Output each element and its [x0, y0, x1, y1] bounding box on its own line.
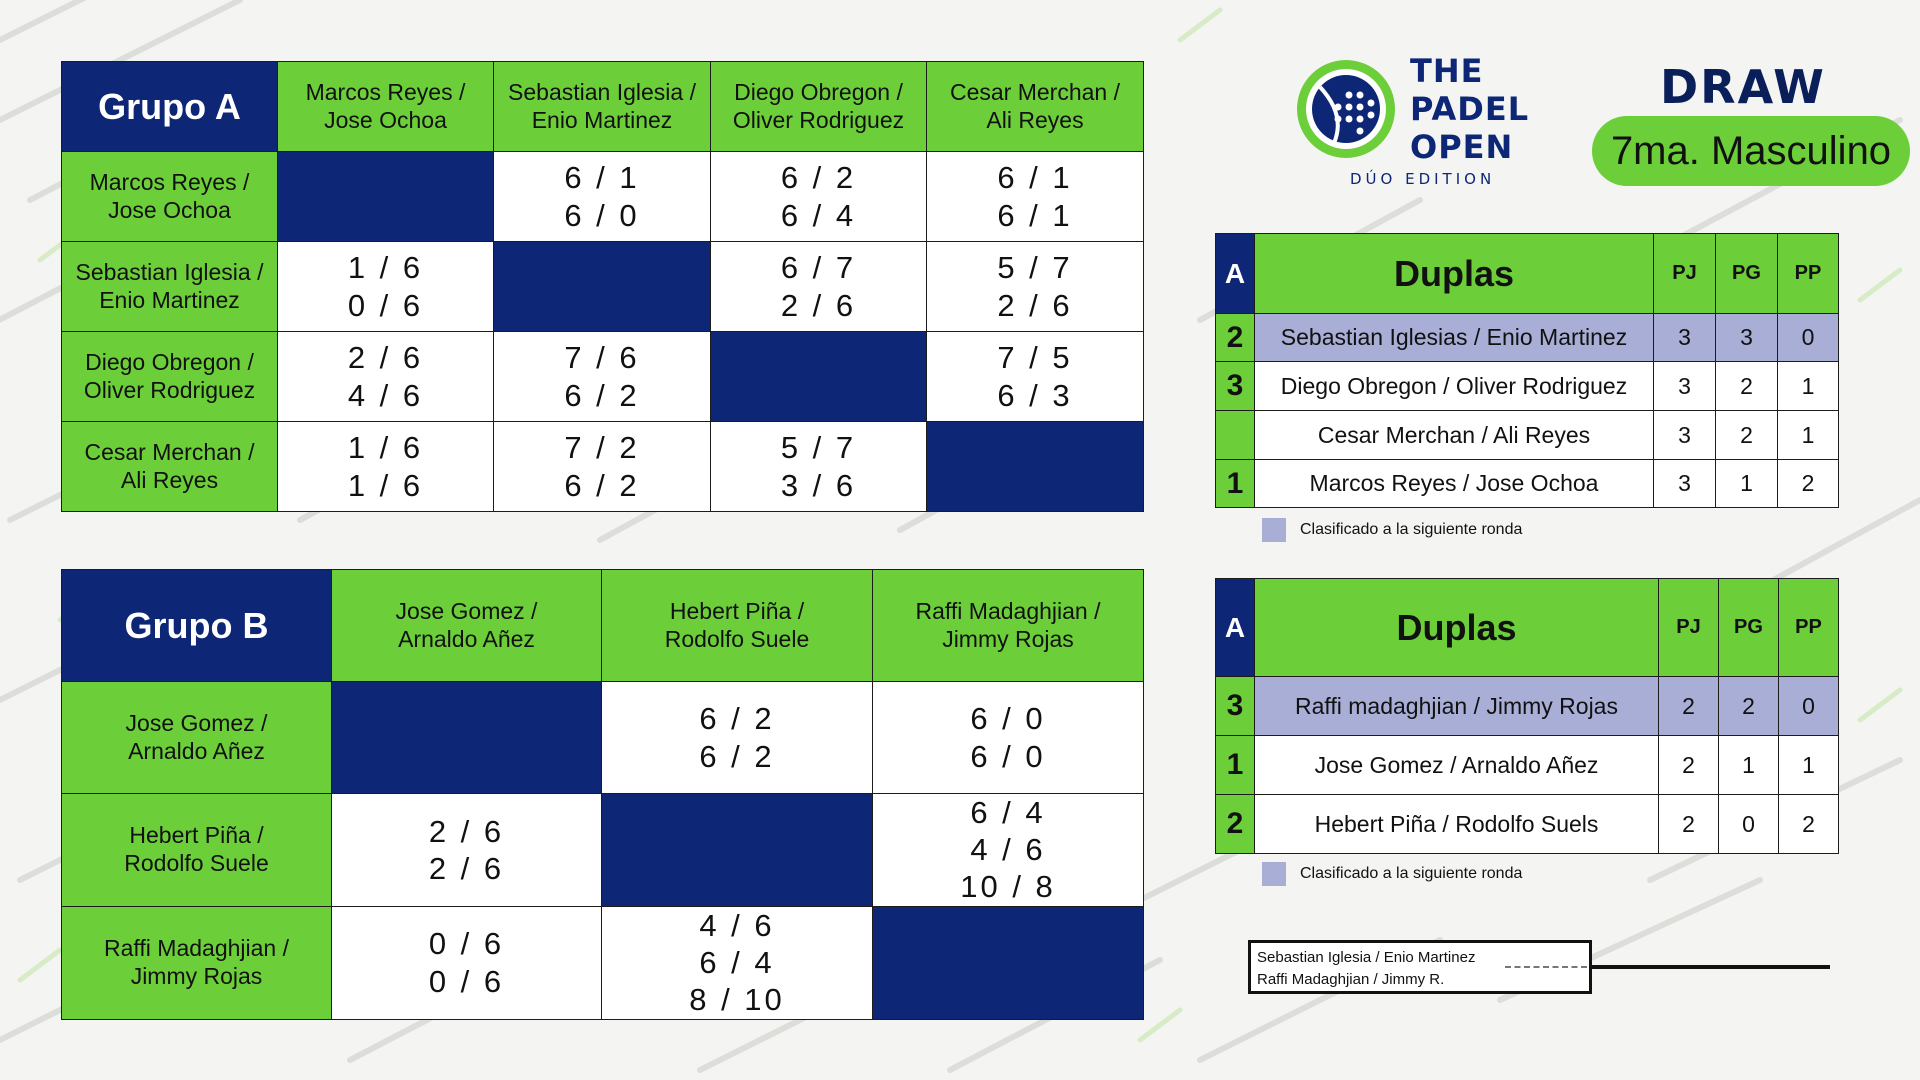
group-b-row-header: Hebert Piña / Rodolfo Suele — [62, 794, 332, 907]
standings-row — [1216, 411, 1839, 460]
group-a-row — [62, 152, 1144, 242]
group-b-grid — [61, 569, 1144, 1020]
edition-label: DÚO EDITION — [1350, 170, 1496, 188]
team-name: Cesar Merchan / Ali Reyes — [1255, 411, 1654, 460]
team-name: Marcos Reyes / Jose Ochoa — [1255, 460, 1654, 508]
standings-group-letter: A — [1216, 579, 1255, 677]
position-cell: 2 — [1216, 795, 1255, 854]
group-a-row — [62, 422, 1144, 512]
pp-value: 0 — [1779, 677, 1839, 736]
pg-value: 0 — [1719, 795, 1779, 854]
self-match-cell — [602, 794, 873, 907]
legend-text: Clasificado a la siguiente ronda — [1300, 521, 1523, 538]
qualified-swatch — [1262, 862, 1286, 886]
standings-row — [1216, 460, 1839, 508]
team-name: Jose Gomez / Arnaldo Añez — [1255, 736, 1659, 795]
score-cell: 6 / 0 6 / 0 — [873, 682, 1144, 794]
group-b-row — [62, 682, 1144, 794]
pg-value: 2 — [1719, 677, 1779, 736]
bracket-team-1: Sebastian Iglesia / Enio Martinez — [1257, 949, 1476, 966]
col-header-pg: PG — [1719, 579, 1779, 677]
pj-value: 3 — [1654, 460, 1716, 508]
score-cell: 4 / 6 6 / 4 8 / 10 — [602, 906, 873, 1019]
score-cell: 2 / 6 2 / 6 — [332, 794, 602, 907]
pp-value: 2 — [1778, 460, 1839, 508]
pg-value: 3 — [1716, 314, 1778, 362]
group-b-row-header: Jose Gomez / Arnaldo Añez — [62, 682, 332, 794]
group-a-row-header: Sebastian Iglesia / Enio Martinez — [62, 242, 278, 332]
score-cell: 5 / 7 2 / 6 — [927, 242, 1144, 332]
team-name: Hebert Piña / Rodolfo Suels — [1255, 795, 1659, 854]
bracket-connector-line — [1592, 965, 1830, 969]
pj-value: 3 — [1654, 362, 1716, 411]
draw-title: DRAW — [1660, 60, 1826, 114]
score-cell: 7 / 2 6 / 2 — [494, 422, 711, 512]
standings-b-table — [1215, 578, 1839, 854]
pg-value: 1 — [1716, 460, 1778, 508]
team-name: Raffi madaghjian / Jimmy Rojas — [1255, 677, 1659, 736]
group-a-col-header: Diego Obregon / Oliver Rodriguez — [711, 62, 927, 152]
pg-value: 2 — [1716, 411, 1778, 460]
score-cell: 0 / 6 0 / 6 — [332, 906, 602, 1019]
self-match-cell — [332, 682, 602, 794]
group-a-grid — [61, 61, 1144, 512]
score-cell: 7 / 5 6 / 3 — [927, 332, 1144, 422]
group-a-row — [62, 332, 1144, 422]
self-match-cell — [927, 422, 1144, 512]
legend-b — [1262, 862, 1522, 886]
standings-row — [1216, 736, 1839, 795]
pj-value: 2 — [1659, 795, 1719, 854]
group-a-col-header: Cesar Merchan / Ali Reyes — [927, 62, 1144, 152]
score-cell: 1 / 6 1 / 6 — [278, 422, 494, 512]
team-name: Sebastian Iglesias / Enio Martinez — [1255, 314, 1654, 362]
qualified-swatch — [1262, 518, 1286, 542]
score-cell: 6 / 7 2 / 6 — [711, 242, 927, 332]
self-match-cell — [711, 332, 927, 422]
standings-a-table — [1215, 233, 1839, 508]
standings-group-letter: A — [1216, 234, 1255, 314]
standings-row — [1216, 677, 1839, 736]
position-cell: 2 — [1216, 314, 1255, 362]
group-b-title: Grupo B — [62, 570, 332, 682]
col-header-pp: PP — [1778, 234, 1839, 314]
brand-name: THE PADEL OPEN — [1410, 52, 1530, 166]
score-cell: 6 / 4 4 / 6 10 / 8 — [873, 794, 1144, 907]
standings-title: Duplas — [1255, 234, 1654, 314]
score-cell: 7 / 6 6 / 2 — [494, 332, 711, 422]
position-cell: 3 — [1216, 362, 1255, 411]
legend-text: Clasificado a la siguiente ronda — [1300, 865, 1523, 882]
score-cell: 2 / 6 4 / 6 — [278, 332, 494, 422]
col-header-pj: PJ — [1659, 579, 1719, 677]
pp-value: 0 — [1778, 314, 1839, 362]
group-b-col-header: Raffi Madaghjian / Jimmy Rojas — [873, 570, 1144, 682]
legend-a — [1262, 518, 1522, 542]
category-pill: 7ma. Masculino — [1592, 116, 1910, 186]
score-cell: 5 / 7 3 / 6 — [711, 422, 927, 512]
group-a-col-header: Marcos Reyes / Jose Ochoa — [278, 62, 494, 152]
group-b-col-header: Hebert Piña / Rodolfo Suele — [602, 570, 873, 682]
col-header-pj: PJ — [1654, 234, 1716, 314]
pp-value: 2 — [1779, 795, 1839, 854]
group-b-row-header: Raffi Madaghjian / Jimmy Rojas — [62, 906, 332, 1019]
bracket-dashed-line — [1505, 966, 1587, 968]
self-match-cell — [873, 906, 1144, 1019]
group-a-title: Grupo A — [62, 62, 278, 152]
pj-value: 3 — [1654, 411, 1716, 460]
team-name: Diego Obregon / Oliver Rodriguez — [1255, 362, 1654, 411]
group-a-row-header: Marcos Reyes / Jose Ochoa — [62, 152, 278, 242]
group-b-row — [62, 906, 1144, 1019]
score-cell: 6 / 1 6 / 1 — [927, 152, 1144, 242]
pp-value: 1 — [1779, 736, 1839, 795]
standings-row — [1216, 362, 1839, 411]
col-header-pg: PG — [1716, 234, 1778, 314]
group-a-row-header: Cesar Merchan / Ali Reyes — [62, 422, 278, 512]
position-cell: 3 — [1216, 677, 1255, 736]
pg-value: 1 — [1719, 736, 1779, 795]
score-cell: 6 / 1 6 / 0 — [494, 152, 711, 242]
standings-row — [1216, 795, 1839, 854]
bracket-team-2: Raffi Madaghjian / Jimmy R. — [1257, 971, 1445, 988]
pj-value: 2 — [1659, 736, 1719, 795]
score-cell: 6 / 2 6 / 4 — [711, 152, 927, 242]
group-a-row — [62, 242, 1144, 332]
self-match-cell — [278, 152, 494, 242]
self-match-cell — [494, 242, 711, 332]
padel-ball-logo-icon — [1294, 57, 1398, 161]
pj-value: 2 — [1659, 677, 1719, 736]
score-cell: 6 / 2 6 / 2 — [602, 682, 873, 794]
group-b-row — [62, 794, 1144, 907]
position-cell — [1216, 411, 1255, 460]
pj-value: 3 — [1654, 314, 1716, 362]
standings-title: Duplas — [1255, 579, 1659, 677]
position-cell: 1 — [1216, 460, 1255, 508]
position-cell: 1 — [1216, 736, 1255, 795]
group-a-row-header: Diego Obregon / Oliver Rodriguez — [62, 332, 278, 422]
pp-value: 1 — [1778, 411, 1839, 460]
standings-row — [1216, 314, 1839, 362]
group-b-col-header: Jose Gomez / Arnaldo Añez — [332, 570, 602, 682]
pp-value: 1 — [1778, 362, 1839, 411]
group-a-col-header: Sebastian Iglesia / Enio Martinez — [494, 62, 711, 152]
col-header-pp: PP — [1779, 579, 1839, 677]
pg-value: 2 — [1716, 362, 1778, 411]
score-cell: 1 / 6 0 / 6 — [278, 242, 494, 332]
